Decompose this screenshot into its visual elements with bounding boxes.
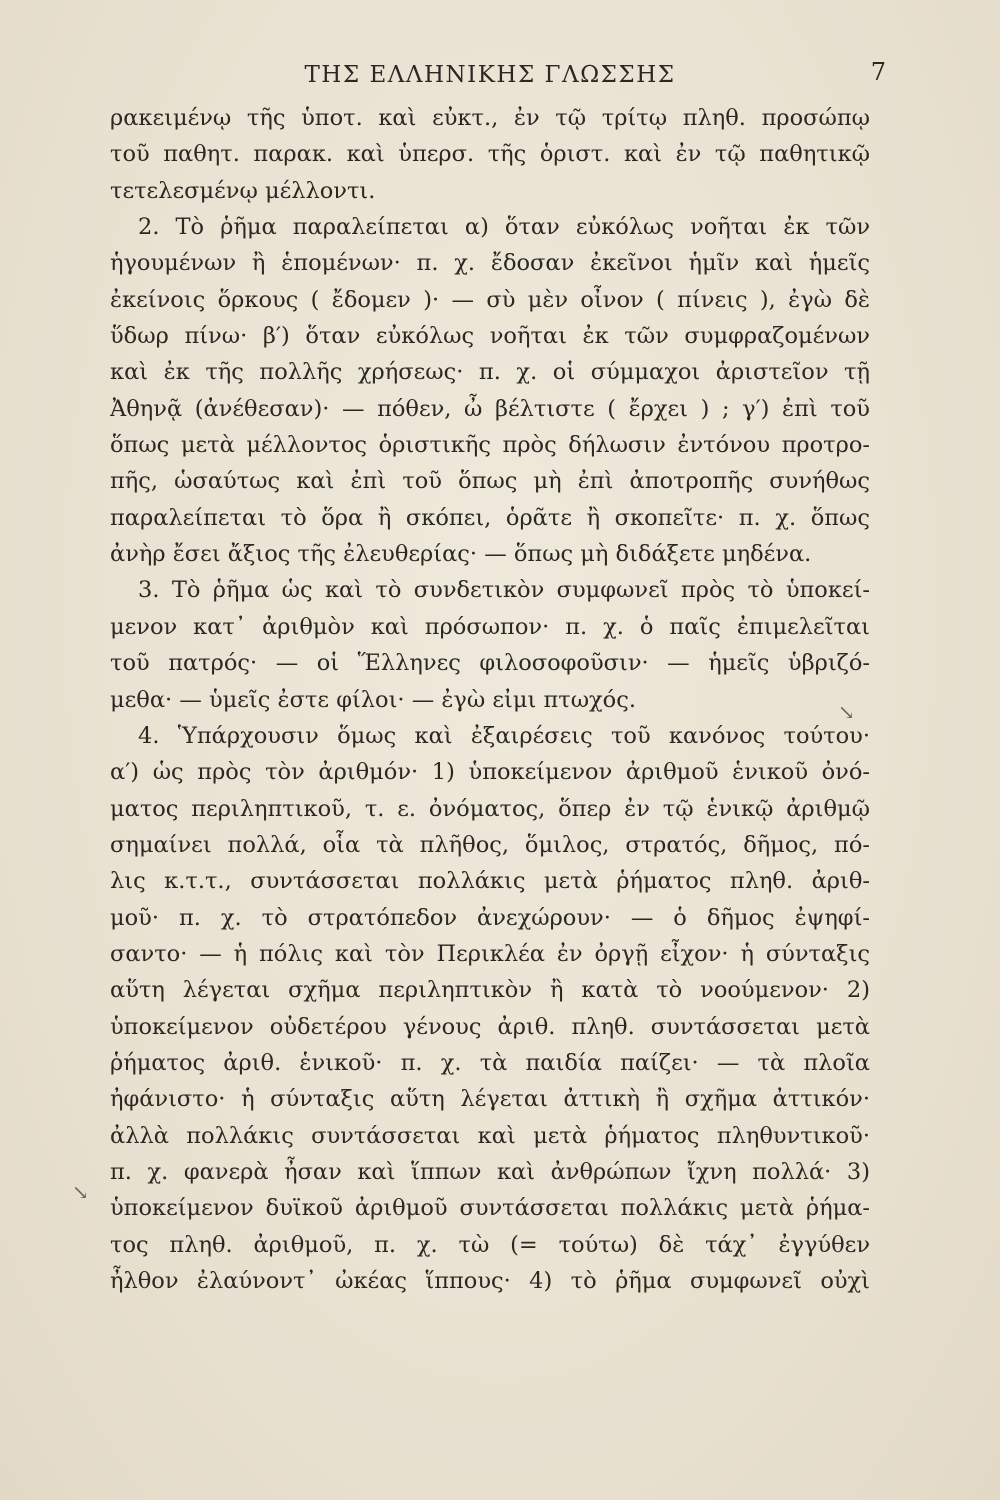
page-number: 7	[870, 58, 886, 86]
text-line: ματος περιληπτικοῦ, τ. ε. ὀνόματος, ὅπερ ἐν τῷ ἑνικῷ ἀριθμῷ	[110, 795, 870, 822]
text-line: πῆς, ὡσαύτως καὶ ἐπὶ τοῦ ὅπως μὴ ἐπὶ ἀποτροπῆς συνήθως	[110, 468, 870, 495]
text-line: σημαίνει πολλά, οἷα τὰ πλῆθος, ὅμιλος, στρατός, δῆμος, πό-	[110, 831, 870, 858]
body-text	[110, 100, 870, 1299]
text-line: μενον κατ᾽ ἀριθμὸν καὶ πρόσωπον· π. χ. ὁ παῖς ἐπιμελεῖται	[110, 613, 870, 640]
text-line: ἐκείνοις ὅρκους ( ἔδομεν )· — σὺ μὲν οἶνον ( πίνεις ), ἐγὼ δὲ	[110, 286, 870, 313]
text-line: Ἀθηνᾷ (ἀνέθεσαν)· — πόθεν, ὦ βέλτιστε ( ἔρχει ) ; γ′) ἐπὶ τοῦ	[110, 395, 870, 422]
text-line: ὑποκείμενον δυϊκοῦ ἀριθμοῦ συντάσσεται πολλάκις μετὰ ῥήμα-	[110, 1195, 870, 1222]
text-line: τοῦ παθητ. παρακ. καὶ ὑπερσ. τῆς ὁριστ. καὶ ἐν τῷ παθητικῷ	[110, 141, 870, 168]
text-line: σαντο· — ἡ πόλις καὶ τὸν Περικλέα ἐν ὀργῇ εἶχον· ἡ σύνταξις	[110, 940, 870, 967]
text-line: ὕδωρ πίνω· β′) ὅταν εὐκόλως νοῆται ἐκ τῶν συμφραζομένων	[110, 323, 870, 350]
text-line: 2. Τὸ ῥῆμα παραλείπεται α) ὅταν εὐκόλως νοῆται ἐκ τῶν	[138, 214, 870, 241]
text-line: ἀνὴρ ἔσει ἄξιος τῆς ἐλευθερίας· — ὅπως μὴ διδάξετε μηδένα.	[110, 541, 812, 568]
text-line: π. χ. φανερὰ ἦσαν καὶ ἵππων καὶ ἀνθρώπων ἴχνη πολλά· 3)	[110, 1158, 870, 1185]
text-line: ἡγουμένων ἢ ἑπομένων· π. χ. ἔδοσαν ἐκεῖνοι ἡμῖν καὶ ἡμεῖς	[110, 250, 870, 277]
text-line: τοῦ πατρός· — οἱ Ἕλληνες φιλοσοφοῦσιν· — ἡμεῖς ὑβριζό-	[110, 650, 870, 677]
text-line: 4. Ὑπάρχουσιν ὅμως καὶ ἐξαιρέσεις τοῦ κανόνος τούτου·	[138, 722, 870, 749]
text-line: ῥήματος ἀριθ. ἑνικοῦ· π. χ. τὰ παιδία παίζει· — τὰ πλοῖα	[110, 1049, 870, 1076]
text-line: μεθα· — ὑμεῖς ἐστε φίλοι· — ἐγὼ εἰμι πτωχός.	[110, 686, 636, 713]
text-line: α′) ὡς πρὸς τὸν ἀριθμόν· 1) ὑποκείμενον ἀριθμοῦ ἑνικοῦ ὀνό-	[110, 759, 870, 786]
text-line: ρακειμένῳ τῆς ὑποτ. καὶ εὐκτ., ἐν τῷ τρίτῳ πληθ. προσώπῳ	[110, 105, 870, 131]
margin-mark: ↘	[72, 1180, 89, 1204]
text-line: ὅπως μετὰ μέλλοντος ὁριστικῆς πρὸς δήλωσιν ἐντόνου προτρο-	[110, 432, 870, 459]
text-line: καὶ ἐκ τῆς πολλῆς χρήσεως· π. χ. οἱ σύμμαχοι ἀριστεῖον τῇ	[110, 359, 870, 386]
text-line: ἀλλὰ πολλάκις συντάσσεται καὶ μετὰ ῥήματος πληθυντικοῦ·	[110, 1122, 870, 1149]
text-line: λις κ.τ.τ., συντάσσεται πολλάκις μετὰ ῥήματος πληθ. ἀριθ-	[110, 868, 870, 895]
running-title: ΤΗΣ ΕΛΛΗΝΙΚΗΣ ΓΛΩΣΣΗΣ	[304, 62, 676, 88]
text-line: παραλείπεται τὸ ὅρα ἢ σκόπει, ὁρᾶτε ἢ σκοπεῖτε· π. χ. ὅπως	[110, 504, 870, 531]
text-line: 3. Τὸ ῥῆμα ὡς καὶ τὸ συνδετικὸν συμφωνεῖ πρὸς τὸ ὑποκεί-	[138, 577, 870, 604]
text-line: ὑποκείμενον οὐδετέρου γένους ἀριθ. πληθ. συντάσσεται μετὰ	[110, 1013, 870, 1040]
text-line: μοῦ· π. χ. τὸ στρατόπεδον ἀνεχώρουν· — ὁ δῆμος ἐψηφί-	[110, 904, 870, 931]
text-line: αὕτη λέγεται σχῆμα περιληπτικὸν ἢ κατὰ τὸ νοούμενον· 2)	[110, 977, 870, 1004]
page-header	[100, 58, 886, 98]
text-line: ἠφάνιστο· ἡ σύνταξις αὕτη λέγεται ἀττικὴ ἢ σχῆμα ἀττικόν·	[110, 1086, 870, 1113]
text-line: τος πληθ. ἀριθμοῦ, π. χ. τὼ (= τούτω) δὲ τάχ᾽ ἐγγύθεν	[110, 1231, 870, 1258]
margin-mark: ↘	[838, 700, 855, 724]
text-line: ἦλθον ἐλαύνοντ᾽ ὠκέας ἵππους· 4) τὸ ῥῆμα συμφωνεῖ οὐχὶ	[110, 1268, 870, 1294]
text-line: τετελεσμένῳ μέλλοντι.	[110, 177, 376, 204]
